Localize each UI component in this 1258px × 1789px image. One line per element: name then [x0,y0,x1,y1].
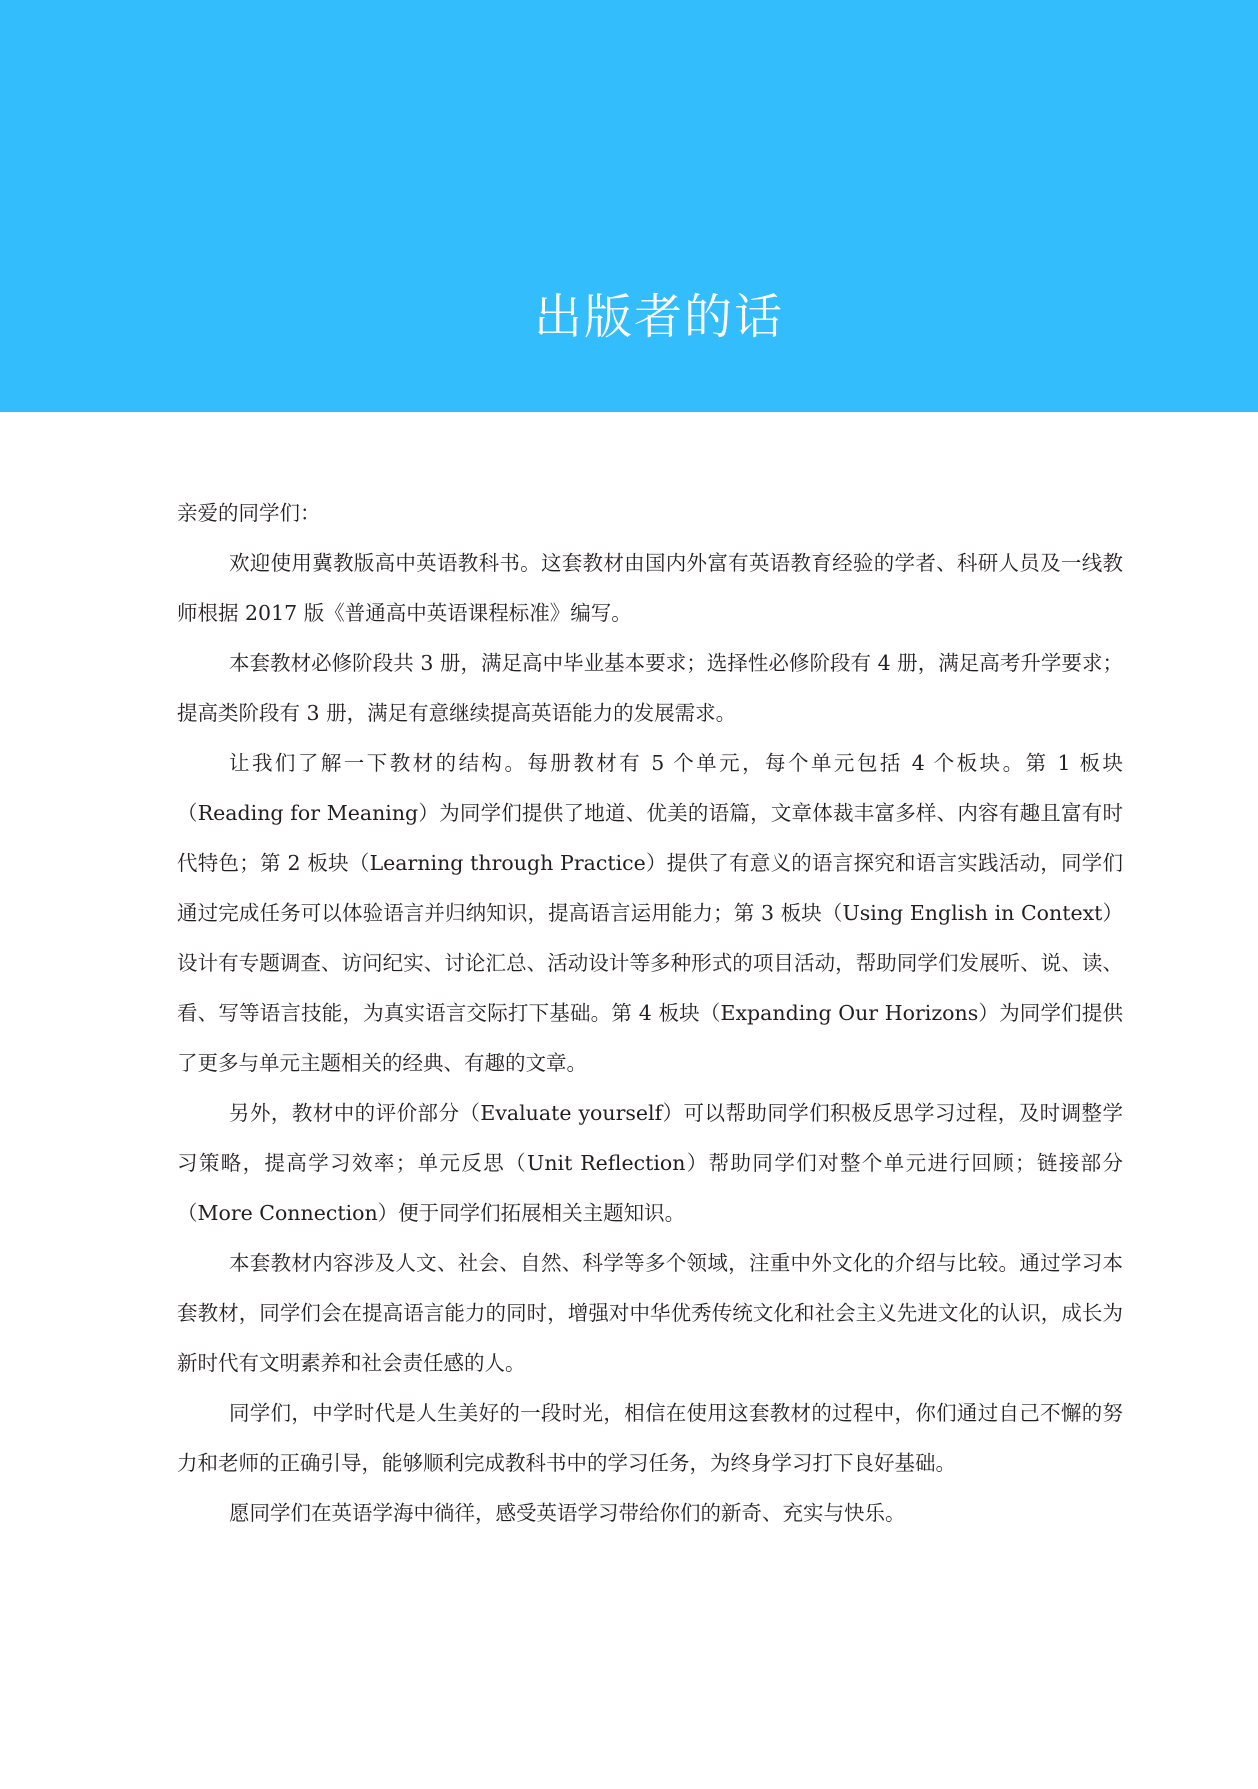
paragraph-content: 本套教材内容涉及人文、社会、自然、科学等多个领域，注重中外文化的介绍与比较。通过学习本套教材，同学们会在提高语言能力的同时，增强对中华优秀传统文化和社会主义先进文化的认识，成长为新时代有文明素养和社会责任感的人。 [177,1251,1123,1375]
paragraph-volumes: 本套教材必修阶段共 3 册，满足高中毕业基本要求；选择性必修阶段有 4 册，满足高考升学要求；提高类阶段有 3 册，满足有意继续提高英语能力的发展需求。 [177,651,1123,725]
paragraph-closing: 愿同学们在英语学海中徜徉，感受英语学习带给你们的新奇、充实与快乐。 [229,1501,906,1525]
paragraph-structure: 让我们了解一下教材的结构。每册教材有 5 个单元，每个单元包括 4 个板块。第 1 板块（Reading for Meaning）为同学们提供了地道、优美的语篇，文章体裁丰富多样、内容有趣且富有时代特色；第 2 板块（Learning through Practice）提供了有意义的语言探究和语言实践活动，同学们通过完成任务可以体验语言并归纳知识，提高语言运用能力；第 3 板块（Using English in Context）设计有专题调查、访问纪实、讨论汇总、活动设计等多种形式的项目活动，帮助同学们发展听、说、读、看、写等语言技能，为真实语言交际打下基础。第 4 板块（Expanding Our Horizons）为同学们提供了更多与单元主题相关的经典、有趣的文章。 [177,751,1123,1075]
paragraph-welcome: 欢迎使用冀教版高中英语教科书。这套教材由国内外富有英语教育经验的学者、科研人员及一线教师根据 2017 版《普通高中英语课程标准》编写。 [177,551,1123,625]
salutation: 亲爱的同学们： [177,501,321,525]
paragraph-evaluation: 另外，教材中的评价部分（Evaluate yourself）可以帮助同学们积极反思学习过程，及时调整学习策略，提高学习效率；单元反思（Unit Reflection）帮助同学们对整个单元进行回顾；链接部分（More Connection）便于同学们拓展相关主题知识。 [177,1101,1123,1225]
page-title: 出版者的话 [533,289,784,345]
letter-body [177,488,1123,1538]
paragraph-encouragement: 同学们，中学时代是人生美好的一段时光，相信在使用这套教材的过程中，你们通过自己不懈的努力和老师的正确引导，能够顺利完成教科书中的学习任务，为终身学习打下良好基础。 [177,1401,1123,1475]
header-band [0,0,1258,412]
